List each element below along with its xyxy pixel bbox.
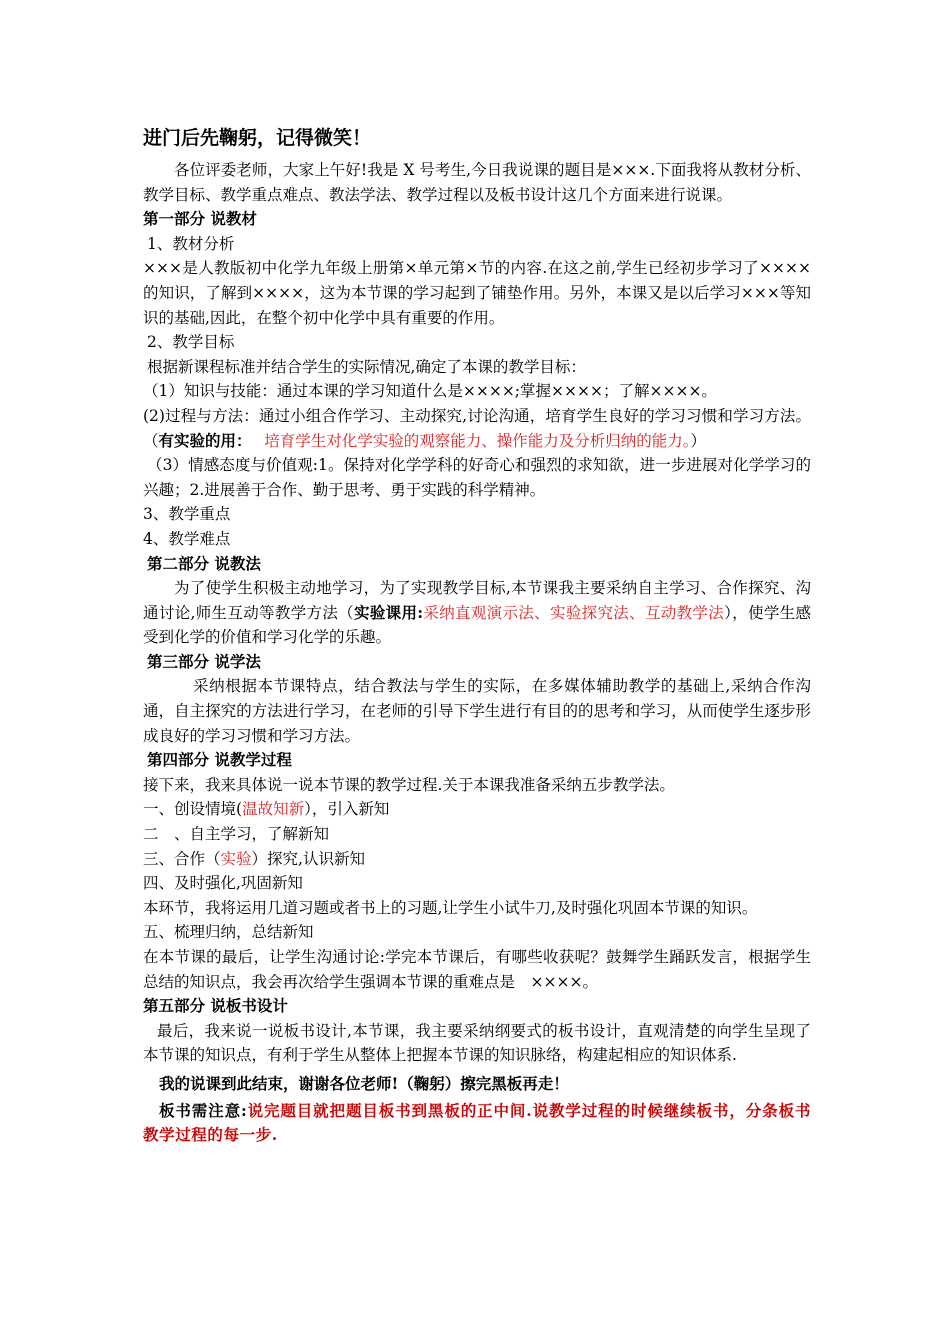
step-5-text: 在本节课的最后，让学生沟通讨论:学完本节课后，有哪些收获呢？鼓舞学生踊跃发言，根据学生总结的知识点，我会再次给学生强调本节课的重难点是 ××××。	[143, 948, 811, 991]
teaching-method-text: 为了使学生积极主动地学习，为了实现教学目标,本节课我主要采纳自主学习、合作探究、沟通讨论,师生互动等教学方法（	[143, 579, 811, 622]
step-4: 四、及时强化,巩固新知	[143, 874, 303, 893]
board-note-label: 板书需注意:	[159, 1100, 248, 1120]
closing-line: 我的说课到此结束，谢谢各位老师!（鞠躬）擦完黑板再走！	[159, 1073, 569, 1093]
step-1-end: ），引入新知	[304, 800, 390, 819]
goal-knowledge: （1）知识与技能：通过本课的学习知道什么是××××;掌握××××；了解××××。	[143, 382, 717, 401]
analysis-paragraph: ×××是人教版初中化学九年级上册第×单元第×节的内容.在这之前,学生已经初步学习了××××的知识，了解到××××，这为本节课的学习起到了铺垫作用。另外，本课又是以后学习×××等知识的基础,因此，在整个初中化学中具有重要的作用。	[143, 259, 811, 327]
teaching-method-label: 实验课用:	[354, 602, 424, 622]
goal-process-label: 有实验的用：	[158, 430, 244, 450]
goals-intro: 根据新课程标准并结合学生的实际情况,确定了本课的教学目标：	[147, 357, 586, 376]
board-note-text: 说完题目就把题目板书到黑板的正中间.说教学过程的时候继续板书，分条板书教学过程的每一步.	[143, 1100, 811, 1145]
step-3-text: 三、合作（	[143, 849, 221, 868]
step-1	[143, 797, 811, 822]
part2-heading: 第二部分 说教法	[147, 553, 261, 573]
process-intro: 接下来，我来具体说一说本节课的教学过程.关于本课我准备采纳五步教学法。	[143, 775, 675, 794]
goal-process-end: ）	[690, 431, 706, 450]
teaching-method-experiment: 采纳直观演示法、实验探究法、互动教学法	[423, 603, 725, 622]
section-title-difficulties: 4、教学难点	[143, 529, 231, 548]
teaching-method-paragraph	[143, 576, 811, 650]
document-page	[143, 118, 811, 1148]
part4-heading: 第四部分 说教学过程	[147, 750, 292, 770]
step-1-highlight: 温故知新	[242, 800, 305, 819]
step-4-text: 本环节，我将运用几道习题或者书上的习题,让学生小试牛刀,及时强化巩固本节课的知识。	[143, 898, 758, 917]
goal-process-experiment: 培育学生对化学实验的观察能力、操作能力及分析归纳的能力。	[243, 431, 691, 450]
step-3	[143, 847, 811, 872]
learning-method-paragraph: 采纳根据本节课特点，结合教法与学生的实际，在多媒体辅助教学的基础上,采纳合作沟通，自主探究的方法进行学习，在老师的引导下学生进行有目的的思考和学习，从而使学生逐步形成良好的学习习惯和学习方法。	[143, 677, 811, 745]
goal-attitude: （3）情感态度与价值观:1。保持对化学学科的好奇心和强烈的求知欲，进一步进展对化学学习的兴趣；2.进展善于合作、勤于思考、勇于实践的科学精神。	[143, 456, 811, 499]
step-2: 二 、自主学习，了解新知	[143, 825, 330, 844]
section-title-goals: 2、教学目标	[147, 333, 235, 352]
board-note	[143, 1099, 811, 1148]
step-1-text: 一、创设情境(	[143, 800, 243, 819]
part1-heading: 第一部分 说教材	[143, 209, 257, 229]
part3-heading: 第三部分 说学法	[147, 651, 261, 671]
part5-heading: 第五部分 说板书设计	[143, 996, 288, 1016]
page-title: 进门后先鞠躬，记得微笑！	[143, 127, 372, 149]
goal-process	[143, 404, 811, 453]
board-design-paragraph: 最后，我来说一说板书设计,本节课，我主要采纳纲要式的板书设计，直观清楚的向学生呈现了本节课的知识点，有利于学生从整体上把握本节课的知识脉络，构建起相应的知识体系.	[143, 1021, 811, 1065]
section-title-key-points: 3、教学重点	[143, 505, 231, 524]
step-5: 五、梳理归纳，总结新知	[143, 923, 314, 942]
teaching-method-end: ），使学生感受到化学的价值和学习化学的乐趣。	[143, 603, 811, 647]
step-3-end: ）探究,认识新知	[251, 849, 365, 868]
section-title-analysis: 1、教材分析	[147, 234, 235, 253]
goal-process-text: (2)过程与方法：通过小组合作学习、主动探究,讨论沟通，培育学生良好的学习习惯和学习方法。（	[143, 406, 811, 450]
intro-paragraph: 各位评委老师，大家上午好!我是 X 号考生,今日我说课的题目是×××.下面我将从教材分析、教学目标、教学重点难点、教法学法、教学过程以及板书设计这几个方面来进行说课。	[143, 161, 811, 204]
step-3-highlight: 实验	[220, 849, 252, 868]
